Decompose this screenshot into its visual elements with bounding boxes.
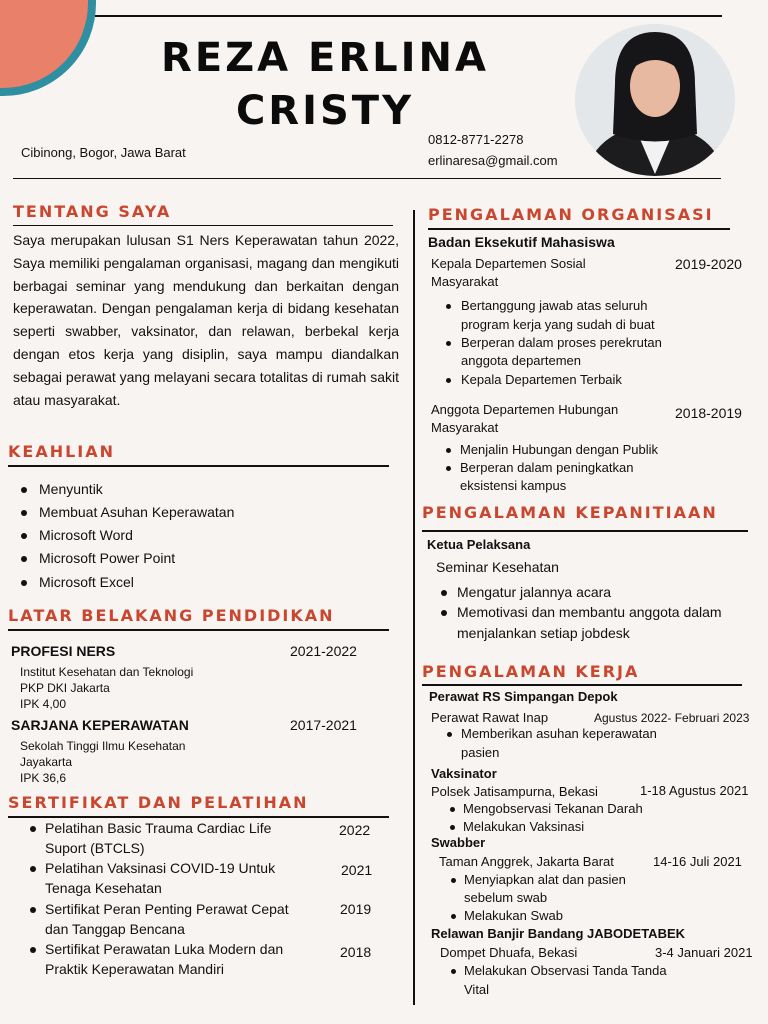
job-duty: Melakukan Observasi Tanda Tanda [464,963,667,978]
education-title: LATAR BELAKANG PENDIDIKAN [8,606,335,625]
cert-line: Pelatihan Basic Trauma Cardiac Life [45,820,272,836]
about-underline [13,225,393,226]
job-date: 1-18 Agustus 2021 [640,783,749,798]
job-duty: Vital [464,982,490,997]
job-duty: Mengobservasi Tekanan Darah [463,801,643,816]
committee-event: Seminar Kesehatan [436,559,559,575]
skills-underline [8,465,389,467]
job-duty: sebelum swab [464,890,548,905]
org-years: 2019-2020 [675,256,742,272]
bullet-icon [30,866,36,872]
job-duty: pasien [461,745,500,760]
about-title: TENTANG SAYA [13,202,172,221]
bullet-icon [446,448,451,453]
bullet-icon [30,826,36,832]
about-text: Saya merupakan lulusan S1 Ners Keperawatan tahun 2022, Saya memiliki pengalaman organisasi, magang dan mengikuti berbagai seminar yang mendukung dan berkaitan dengan keperawatan. Dengan pengalaman kerja di bidang kesehatan seperti swabber, vaksinator, dan relawan, berbekal kerja dengan etos kerja yang disiplin, saya mampu diandalkan sebagai perawat yang melayani secara totalitas di rumah sakit atau masyarakat. [13,232,399,408]
degree-years: 2017-2021 [290,717,357,733]
job-role: Taman Anggrek, Jakarta Barat [439,854,614,869]
bullet-icon [451,914,456,919]
bullet-icon [451,878,456,883]
bullet-icon [21,556,27,562]
org-name: Badan Eksekutif Mahasiswa [428,234,615,250]
job-title: Swabber [431,835,486,850]
job-role: Dompet Dhuafa, Bekasi [440,945,578,960]
gpa: IPK 36,6 [20,771,67,785]
skills-title: KEAHLIAN [8,442,116,461]
list-item: Microsoft Word [39,527,133,543]
school-name: Jayakarta [20,755,73,769]
committee-duty: Memotivasi dan membantu anggota dalam [457,604,722,620]
education-underline [8,629,389,631]
bullet-icon [441,610,447,616]
org-duty: Menjalin Hubungan dengan Publik [460,442,659,457]
cert-line: dan Tanggap Bencana [45,921,185,937]
job-role: Polsek Jatisampurna, Bekasi [431,784,598,799]
email: erlinaresa@gmail.com [428,153,558,168]
bullet-icon [446,341,451,346]
job-title: Perawat RS Simpangan Depok [429,689,618,704]
org-title: PENGALAMAN ORGANISASI [428,205,714,224]
committee-title: PENGALAMAN KEPANITIAAN [422,503,718,522]
org-role: Kepala Departemen Sosial [431,256,586,271]
job-date: 14-16 Juli 2021 [653,854,742,869]
committee-duty: menjalankan setiap jobdesk [457,625,630,641]
profile-photo [575,24,735,176]
bullet-icon [451,969,456,974]
bullet-icon [21,533,27,539]
bullet-icon [441,590,447,596]
bullet-icon [446,378,451,383]
bullet-icon [30,947,36,953]
list-item: Microsoft Excel [39,574,134,590]
cert-year: 2022 [339,822,371,838]
committee-duty: Mengatur jalannya acara [457,584,612,600]
name-line-2: CRISTY [235,88,415,134]
bullet-icon [21,580,27,586]
cert-line: Tenaga Kesehatan [45,880,162,896]
degree-years: 2021-2022 [290,643,357,659]
school-name: Institut Kesehatan dan Teknologi [20,665,194,679]
top-divider [95,15,722,17]
job-duty: Menyiapkan alat dan pasien [464,872,626,887]
job-title: Relawan Banjir Bandang JABODETABEK [431,926,686,941]
org-duty: Berperan dalam peningkatkan [460,460,634,475]
degree: SARJANA KEPERAWATAN [11,717,189,733]
org-duty: Kepala Departemen Terbaik [461,372,622,387]
gpa: IPK 4,00 [20,697,67,711]
bullet-icon [450,825,455,830]
cert-line: Sertifikat Peran Penting Perawat Cepat [45,901,289,917]
list-item: Membuat Asuhan Keperawatan [39,504,235,520]
org-duty: eksistensi kampus [460,478,567,493]
job-role: Perawat Rawat Inap [431,710,549,725]
column-divider [413,210,415,1005]
bullet-icon [21,510,27,516]
bullet-icon [21,487,27,493]
location: Cibinong, Bogor, Jawa Barat [21,145,186,160]
org-underline [428,228,730,230]
cert-line: Sertifikat Perawatan Luka Modern dan [45,941,284,957]
org-duty: program kerja yang sudah di buat [461,317,655,332]
cert-line: Praktik Keperawatan Mandiri [45,961,224,977]
decorative-circle [0,0,96,96]
bullet-icon [446,466,451,471]
job-title: Vaksinator [431,766,497,781]
degree: PROFESI NERS [11,643,116,659]
bullet-icon [450,807,455,812]
org-duty: Berperan dalam proses perekrutan [461,335,662,350]
list-item: Menyuntik [39,481,103,497]
job-date: Agustus 2022- Februari 2023 [594,711,750,725]
work-title: PENGALAMAN KERJA [422,662,640,681]
committee-role: Ketua Pelaksana [427,537,531,552]
cert-line: Suport (BTCLS) [45,840,145,856]
name-line-1: REZA ERLINA [161,35,489,81]
committee-underline [422,530,748,532]
job-duty: Melakukan Swab [464,908,563,923]
cert-year: 2019 [340,901,372,917]
certs-underline [8,816,389,818]
job-duty: Memberikan asuhan keperawatan [461,726,657,741]
bullet-icon [447,732,452,737]
org-duty: anggota departemen [461,353,581,368]
bullet-icon [30,907,36,913]
school-name: Sekolah Tinggi Ilmu Kesehatan [20,739,186,753]
cert-year: 2021 [341,862,373,878]
certs-title: SERTIFIKAT DAN PELATIHAN [8,793,309,812]
org-role: Anggota Departemen Hubungan [431,402,619,417]
org-years: 2018-2019 [675,405,742,421]
list-item: Microsoft Power Point [39,550,176,566]
header-divider [13,178,721,179]
school-name: PKP DKI Jakarta [20,681,110,695]
org-role: Masyarakat [431,420,499,435]
cert-year: 2018 [340,944,372,960]
phone: 0812-8771-2278 [428,132,524,147]
bullet-icon [446,304,451,309]
job-duty: Melakukan Vaksinasi [463,819,585,834]
org-duty: Bertanggung jawab atas seluruh [461,298,648,313]
work-underline [422,684,742,686]
org-role: Masyarakat [431,274,499,289]
job-date: 3-4 Januari 2021 [655,945,753,960]
cert-line: Pelatihan Vaksinasi COVID-19 Untuk [45,860,276,876]
